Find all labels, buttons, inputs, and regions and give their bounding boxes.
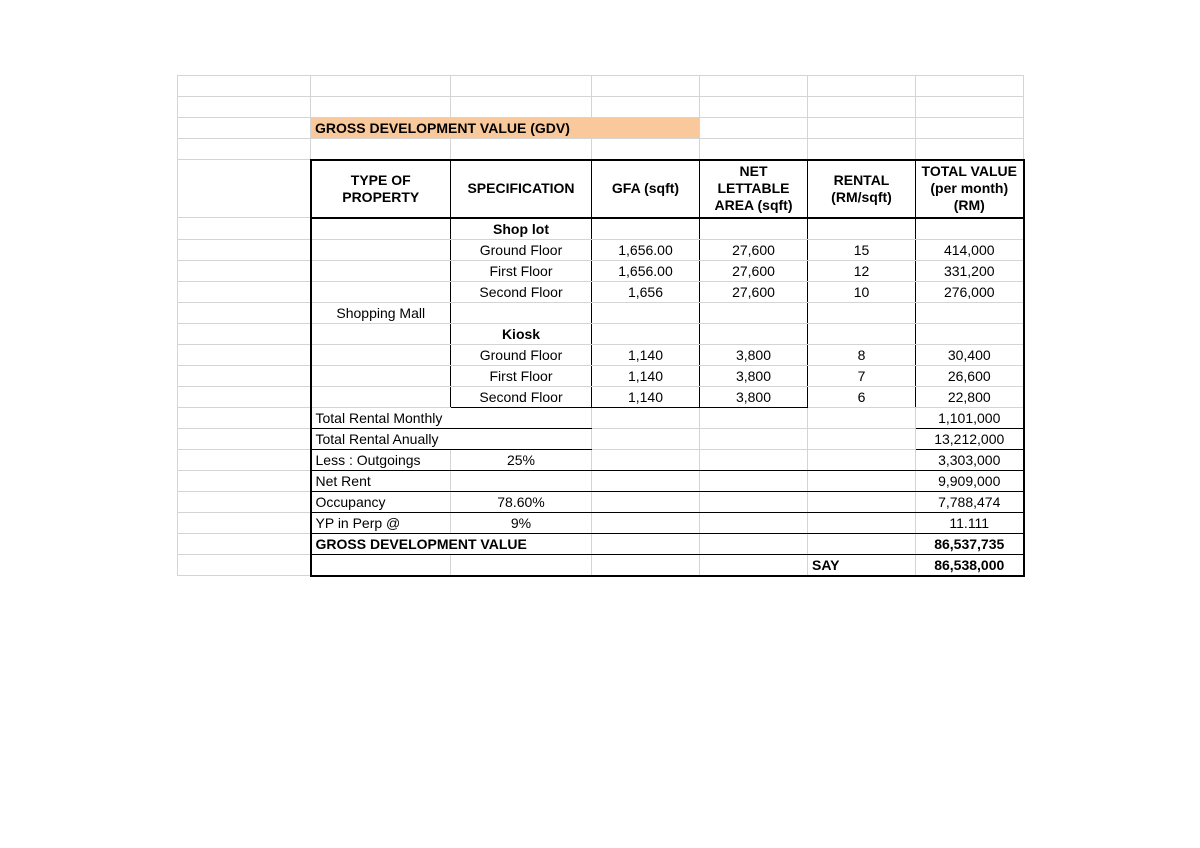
- table-row: [178, 260, 1024, 281]
- header-type-of-property[interactable]: TYPE OF PROPERTY: [311, 160, 451, 218]
- summary-label[interactable]: Total Rental Anually: [311, 428, 592, 449]
- summary-value[interactable]: 13,212,000: [916, 428, 1024, 449]
- gdv-spreadsheet: [177, 75, 1025, 577]
- summary-value[interactable]: 7,788,474: [916, 491, 1024, 512]
- summary-row: [178, 470, 1024, 491]
- property-type-cell[interactable]: Shopping Mall: [311, 302, 451, 323]
- summary-value[interactable]: 9,909,000: [916, 470, 1024, 491]
- gfa-cell[interactable]: 1,140: [592, 344, 700, 365]
- section-label-shop-lot[interactable]: Shop lot: [451, 218, 592, 240]
- table-row: [178, 302, 1024, 323]
- table-row: [178, 281, 1024, 302]
- spec-cell[interactable]: Ground Floor: [451, 344, 592, 365]
- summary-row: [178, 554, 1024, 576]
- gfa-cell[interactable]: 1,656.00: [592, 239, 700, 260]
- total-cell[interactable]: 30,400: [916, 344, 1024, 365]
- nla-cell[interactable]: 27,600: [700, 239, 808, 260]
- summary-rate[interactable]: 9%: [451, 512, 592, 533]
- title-row: [178, 118, 1024, 139]
- summary-value[interactable]: 11.111: [916, 512, 1024, 533]
- table-row: [178, 344, 1024, 365]
- empty-row: [178, 139, 1024, 160]
- gdv-value[interactable]: 86,537,735: [916, 533, 1024, 554]
- table-row: [178, 365, 1024, 386]
- spec-cell[interactable]: First Floor: [451, 260, 592, 281]
- empty-row: [178, 97, 1024, 118]
- spec-cell[interactable]: First Floor: [451, 365, 592, 386]
- summary-row: [178, 512, 1024, 533]
- nla-cell[interactable]: 3,800: [700, 386, 808, 407]
- header-total-value[interactable]: TOTAL VALUE (per month) (RM): [916, 160, 1024, 218]
- gfa-cell[interactable]: 1,140: [592, 386, 700, 407]
- table-row: [178, 239, 1024, 260]
- say-label[interactable]: SAY: [808, 554, 916, 576]
- nla-cell[interactable]: 3,800: [700, 365, 808, 386]
- nla-cell[interactable]: 27,600: [700, 260, 808, 281]
- summary-label[interactable]: Total Rental Monthly: [311, 407, 592, 428]
- section-row-shop-lot: [178, 218, 1024, 240]
- summary-row: [178, 407, 1024, 428]
- rental-cell[interactable]: 7: [808, 365, 916, 386]
- summary-label[interactable]: Net Rent: [311, 470, 451, 491]
- summary-label[interactable]: Occupancy: [311, 491, 451, 512]
- header-rental[interactable]: RENTAL (RM/sqft): [808, 160, 916, 218]
- empty-row: [178, 76, 1024, 97]
- total-cell[interactable]: 22,800: [916, 386, 1024, 407]
- rental-cell[interactable]: 8: [808, 344, 916, 365]
- summary-row: [178, 533, 1024, 554]
- header-specification[interactable]: SPECIFICATION: [451, 160, 592, 218]
- total-cell[interactable]: 26,600: [916, 365, 1024, 386]
- gfa-cell[interactable]: 1,140: [592, 365, 700, 386]
- summary-value[interactable]: 1,101,000: [916, 407, 1024, 428]
- gfa-cell[interactable]: 1,656: [592, 281, 700, 302]
- header-gfa[interactable]: GFA (sqft): [592, 160, 700, 218]
- nla-cell[interactable]: 3,800: [700, 344, 808, 365]
- summary-row: [178, 491, 1024, 512]
- header-row: [178, 160, 1024, 218]
- rental-cell[interactable]: 12: [808, 260, 916, 281]
- rental-cell[interactable]: 10: [808, 281, 916, 302]
- rental-cell[interactable]: 15: [808, 239, 916, 260]
- total-cell[interactable]: 331,200: [916, 260, 1024, 281]
- say-value[interactable]: 86,538,000: [916, 554, 1024, 576]
- summary-row: [178, 449, 1024, 470]
- summary-value[interactable]: 3,303,000: [916, 449, 1024, 470]
- section-row-kiosk: [178, 323, 1024, 344]
- total-cell[interactable]: 414,000: [916, 239, 1024, 260]
- total-cell[interactable]: 276,000: [916, 281, 1024, 302]
- summary-rate[interactable]: 78.60%: [451, 491, 592, 512]
- summary-row: [178, 428, 1024, 449]
- spec-cell[interactable]: Ground Floor: [451, 239, 592, 260]
- spec-cell[interactable]: Second Floor: [451, 386, 592, 407]
- nla-cell[interactable]: 27,600: [700, 281, 808, 302]
- summary-label[interactable]: Less : Outgoings: [311, 449, 451, 470]
- sheet-title[interactable]: GROSS DEVELOPMENT VALUE (GDV): [311, 118, 700, 139]
- summary-rate[interactable]: 25%: [451, 449, 592, 470]
- summary-label[interactable]: YP in Perp @: [311, 512, 451, 533]
- rental-cell[interactable]: 6: [808, 386, 916, 407]
- table-row: [178, 386, 1024, 407]
- spec-cell[interactable]: Second Floor: [451, 281, 592, 302]
- gdv-label[interactable]: GROSS DEVELOPMENT VALUE: [311, 533, 592, 554]
- section-label-kiosk[interactable]: Kiosk: [451, 323, 592, 344]
- gfa-cell[interactable]: 1,656.00: [592, 260, 700, 281]
- header-net-lettable-area[interactable]: NET LETTABLE AREA (sqft): [700, 160, 808, 218]
